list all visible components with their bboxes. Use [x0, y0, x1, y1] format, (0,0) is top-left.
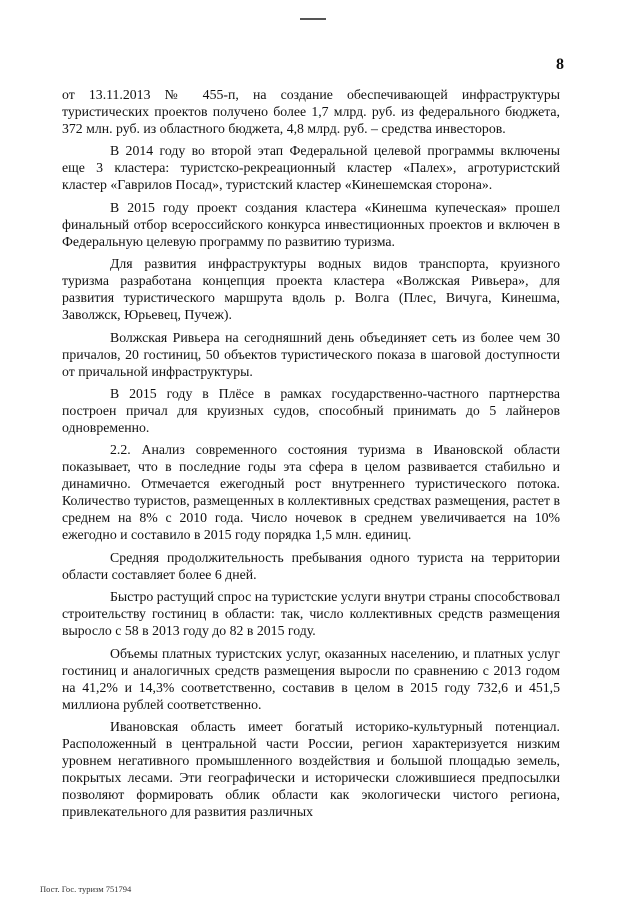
footer-code: Пост. Гос. туризм 751794 — [40, 884, 132, 894]
paragraph: от 13.11.2013 № 455-п, на создание обеспечивающей инфраструктуры туристических проектов получено более 1,7 млрд. руб. из федерального бюджета, 372 млн. руб. из областного бюджета, 4,8 млрд. руб. – средства инвесторов. — [62, 87, 560, 136]
paragraph: Быстро растущий спрос на туристские услуги внутри страны способствовал строительству гостиниц в области: так, число коллективных средств размещения выросло с 58 в 2013 году до 82 в 2015 году. — [62, 589, 560, 639]
paragraph: Ивановская область имеет богатый историко-культурный потенциал. Расположенный в центральной части России, регион характеризуется низким уровнем негативного промышленного воздействия и большой площадью земель, покрытых лесами. Эти географически и исторически сложившиеся предпосылки позволяют формировать облик области как экологически чистого региона, привлекательного для развития различных — [62, 718, 560, 819]
paragraph: В 2015 году в Плёсе в рамках государственно-частного партнерства построен причал для круизных судов, способный принимать до 5 лайнеров одновременно. — [62, 385, 560, 435]
paragraph: В 2014 году во второй этап Федеральной целевой программы включены еще 3 кластера: туристско-рекреационный кластер «Палех», агротуристский кластер «Гаврилов Посад», туристский кластер «Кинешемская сторона». — [62, 143, 560, 193]
paragraph: 2.2. Анализ современного состояния туризма в Ивановской области показывает, что в последние годы эта сфера в целом развивается стабильно и динамично. Отмечается ежегодный рост внутреннего туристического потока. Количество туристов, размещенных в коллективных средствах размещения, растет в среднем на 8% с 2010 года. Число ночевок в среднем увеличивается на 10% ежегодно и составило в 2015 году порядка 1,5 млн. единиц. — [62, 442, 560, 543]
header-mark — [300, 18, 326, 20]
paragraph: В 2015 году проект создания кластера «Кинешма купеческая» прошел финальный отбор всероссийского конкурса инвестиционных проектов и включен в Федеральную целевую программу по развитию туризма. — [62, 199, 560, 249]
paragraph: Волжская Ривьера на сегодняшний день объединяет сеть из более чем 30 причалов, 20 гостиниц, 50 объектов туристического показа в шаговой доступности от причальной инфраструктуры. — [62, 329, 560, 379]
paragraph: Для развития инфраструктуры водных видов транспорта, круизного туризма разработана концепция проекта кластера «Волжская Ривьера», для развития туристического маршрута вдоль р. Волга (Плес, Вичуга, Кинешма, Заволжск, Юрьевец, Пучеж). — [62, 256, 560, 323]
paragraph: Объемы платных туристских услуг, оказанных населению, и платных услуг гостиниц и аналогичных средств размещения выросли по сравнению с 2013 годом на 41,2% и 14,3% соответственно, составив в целом в 2015 году 732,6 и 451,5 миллиона рублей соответственно. — [62, 645, 560, 712]
page-number: 8 — [556, 56, 564, 73]
document-body — [62, 86, 560, 825]
paragraph: Средняя продолжительность пребывания одного туриста на территории области составляет более 6 дней. — [62, 549, 560, 582]
